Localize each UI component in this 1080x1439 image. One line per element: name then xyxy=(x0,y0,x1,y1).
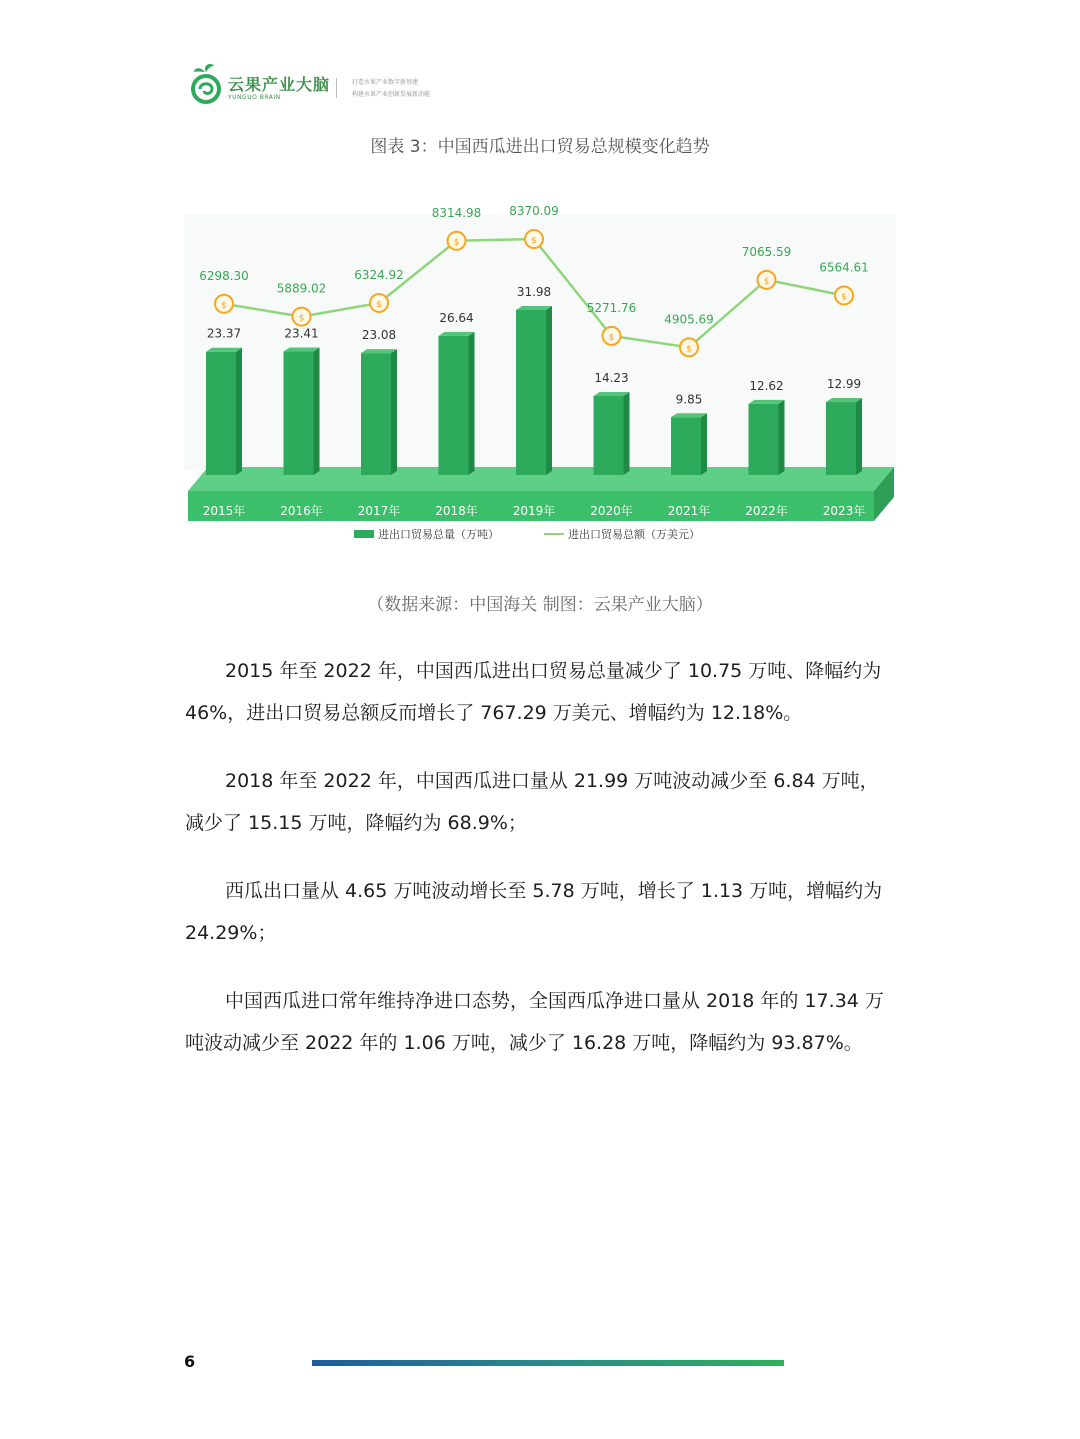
x-tick-label: 2021年 xyxy=(667,504,711,518)
bar-value-label: 26.64 xyxy=(439,310,474,325)
bar-side xyxy=(469,332,475,475)
marker-symbol: $ xyxy=(531,236,537,247)
bar-top xyxy=(594,392,630,396)
bar-side xyxy=(314,348,320,475)
x-tick-label: 2019年 xyxy=(512,504,556,518)
bar-top xyxy=(361,349,397,353)
bar-value-label: 14.23 xyxy=(594,371,629,386)
bar-value-label: 31.98 xyxy=(516,285,552,299)
brand-name: 云果产业大脑 xyxy=(228,75,331,94)
page-header xyxy=(190,62,490,108)
marker-symbol: $ xyxy=(298,313,305,324)
paragraph-4 xyxy=(185,980,897,1064)
footer-gradient-bar xyxy=(312,1360,784,1366)
bar-side xyxy=(856,398,862,475)
slogan-line-2: 构建水果产业创新发展新动能 xyxy=(352,91,431,98)
bar-top xyxy=(826,398,862,402)
bar-side xyxy=(779,400,785,475)
marker-symbol: $ xyxy=(221,300,227,311)
paragraph-2 xyxy=(185,760,897,844)
line-value-label: 5271.76 xyxy=(586,300,637,315)
bar-top xyxy=(284,348,320,352)
bar-front xyxy=(826,402,856,475)
line-value-label: 6298.30 xyxy=(199,268,249,283)
paragraph-1-text: 2015 年至 2022 年，中国西瓜进出口贸易总量减少了 10.75 万吨、降幅约为 46%，进出口贸易总额反而增长了 767.29 万美元、增幅约为 12.18%。 xyxy=(185,660,882,724)
brand-english-name: YUNGUO BRAIN xyxy=(228,94,281,101)
marker-symbol: $ xyxy=(453,237,460,248)
legend-label-line: 进出口贸易总额（万美元） xyxy=(568,528,700,541)
x-tick-label: 2016年 xyxy=(280,504,323,518)
marker-symbol: $ xyxy=(608,332,615,343)
bar-value-label: 12.99 xyxy=(826,377,862,392)
bar-value-label: 23.41 xyxy=(284,326,319,341)
marker-symbol: $ xyxy=(763,276,770,287)
bar-front xyxy=(749,404,779,475)
slogan-line-1: 打造水果产业数字新基建 xyxy=(352,79,419,86)
yunguo-logo-icon xyxy=(190,62,222,106)
x-tick-label: 2015年 xyxy=(202,504,246,518)
x-tick-label: 2022年 xyxy=(745,504,788,518)
x-tick-label: 2020年 xyxy=(590,504,633,518)
paragraph-4-text: 中国西瓜进口常年维持净进口态势，全国西瓜净进口量从 2018 年的 17.34 万吨波动减少至 2022 年的 1.06 万吨，减少了 16.28 万吨，降幅约为 93.87%。 xyxy=(185,990,884,1054)
x-tick-label: 2017年 xyxy=(357,504,401,518)
header-divider xyxy=(336,78,337,98)
bar-side xyxy=(236,348,242,475)
x-tick-label: 2018年 xyxy=(435,504,478,518)
bar-side xyxy=(546,306,552,475)
figure-title: 图表 3：中国西瓜进出口贸易总规模变化趋势 xyxy=(370,137,710,157)
line-value-label: 7065.59 xyxy=(741,244,792,259)
line-value-label: 6324.92 xyxy=(354,267,404,282)
trade-chart xyxy=(180,195,900,555)
bar-top xyxy=(206,348,242,352)
bar-value-label: 23.37 xyxy=(206,326,242,341)
line-value-label: 5889.02 xyxy=(276,281,327,296)
bar-value-label: 23.08 xyxy=(361,328,397,343)
line-value-label: 8370.09 xyxy=(509,204,559,219)
legend-label-bar: 进出口贸易总量（万吨） xyxy=(378,528,499,541)
line-value-label: 8314.98 xyxy=(431,205,482,220)
bar-top xyxy=(439,332,475,336)
bar-side xyxy=(391,349,397,475)
legend-swatch-bar xyxy=(354,530,374,538)
paragraph-2-text: 2018 年至 2022 年，中国西瓜进口量从 21.99 万吨波动减少至 6.84 万吨，减少了 15.15 万吨，降幅约为 68.9%； xyxy=(185,770,879,834)
figure-source: （数据来源：中国海关 制图：云果产业大脑） xyxy=(367,595,713,615)
bar-top xyxy=(671,413,707,417)
paragraph-1 xyxy=(185,650,897,734)
bar-side xyxy=(701,413,707,475)
bar-front xyxy=(516,310,546,475)
page-number: 6 xyxy=(184,1352,196,1371)
bar-front xyxy=(361,353,391,475)
bar-value-label: 12.62 xyxy=(749,378,784,393)
paragraph-3-text: 西瓜出口量从 4.65 万吨波动增长至 5.78 万吨，增长了 1.13 万吨，增幅约为 24.29%； xyxy=(185,880,883,944)
bar-front xyxy=(206,352,236,475)
bar-value-label: 9.85 xyxy=(675,392,703,407)
bar-front xyxy=(671,417,701,475)
bar-front xyxy=(594,396,624,475)
bar-front xyxy=(439,336,469,475)
bar-side xyxy=(624,392,630,475)
x-tick-label: 2023年 xyxy=(822,504,866,518)
line-value-label: 4905.69 xyxy=(664,312,714,327)
bar-front xyxy=(284,352,314,475)
line-value-label: 6564.61 xyxy=(819,260,869,275)
marker-symbol: $ xyxy=(841,292,847,303)
marker-symbol: $ xyxy=(686,344,692,355)
bar-top xyxy=(749,400,785,404)
bar-top xyxy=(516,306,552,310)
marker-symbol: $ xyxy=(376,299,382,310)
paragraph-3 xyxy=(185,870,897,954)
